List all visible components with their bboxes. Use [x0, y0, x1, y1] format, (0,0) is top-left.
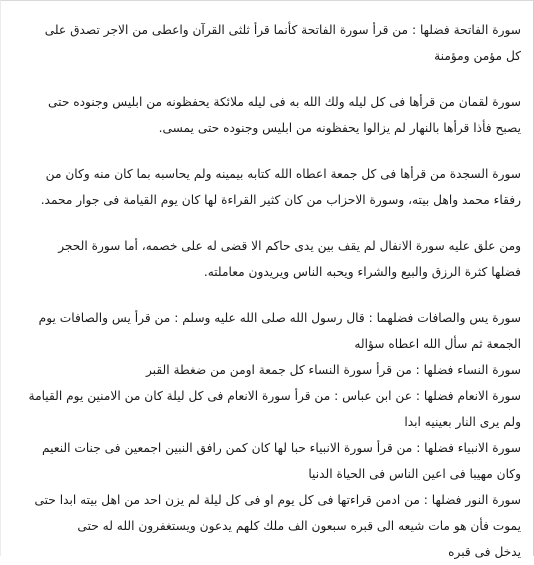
text-line: وكان مهيبا فى اعين الناس فى الحياة الدنيا [308, 467, 521, 481]
text-line: كل مؤمن ومؤمنة [434, 49, 521, 63]
paragraph-luqman [13, 89, 521, 141]
text-line: سورة السجدة من قرأها فى كل جمعة اعطاه الله كتابه بيمينه ولم يحاسبه بما كان منه وكان من [45, 167, 521, 181]
text-line: سورة النساء فضلها : من قرأ سورة النساء كل جمعة اومن من ضغطة القبر [145, 363, 521, 377]
text-line: رفقاء محمد واهل بيته، وسورة الاحزاب من كان كثير القراءة لها كان يوم القيامة فى جوار محمد. [40, 193, 521, 207]
paragraph-surahs-list [13, 305, 521, 565]
paragraph-spacer [13, 141, 521, 161]
text-line: سورة يس والصافات فضلهما : قال رسول الله صلى الله عليه وسلم : من قرأ يس والصافات يوم [38, 311, 521, 325]
paragraph-spacer [13, 69, 521, 89]
text-line: يدخل فى قبره [448, 545, 521, 559]
text-line: فضلها كثرة الرزق والبيع والشراء ويحبه الناس ويريدون معاملته. [203, 265, 521, 279]
text-line: سورة النور فضلها : من ادمن قراءتها فى كل يوم او فى كل ليلة لم يزن احد من اهل بيته ابدا حتى [34, 493, 521, 507]
paragraph-spacer [13, 213, 521, 233]
text-line: ومن علق عليه سورة الانفال لم يقف بين يدى حاكم الا قضى له على خصمه، أما سورة الحجر [58, 239, 521, 253]
paragraph-sajda-ahzab [13, 161, 521, 213]
text-line: سورة الانبياء فضلها : من قرأ سورة الانبياء حبا لها كان كمن رافق النبين اجمعين فى جنات النعيم [42, 441, 521, 455]
text-line: يصبح فأذا قرأها بالنهار لم يزالوا يحفظونه من ابليس وجنوده حتى يمسى. [158, 121, 521, 135]
paragraph-spacer [13, 285, 521, 305]
paragraph-fatiha [13, 17, 521, 69]
text-line: سورة الانعام فضلها : عن ابن عباس : من قرأ سورة الانعام فى كل ليلة كان من الامنين يوم القيامة [28, 389, 521, 403]
text-line: سورة الفاتحة فضلها : من قرأ سورة الفاتحة كأنما قرأ ثلثى القرآن واعطى من الاجر تصدق على [44, 23, 521, 37]
paragraph-anfal-hijr [13, 233, 521, 285]
document-body [13, 17, 521, 565]
text-line: يموت فأن هو مات شيعه الى قبره سبعون الف ملك كلهم يدعون ويستغفرون الله له حتى [77, 519, 521, 533]
text-line: ولم يرى النار بعينيه ابدا [404, 415, 521, 429]
text-line: الجمعة ثم سأل الله اعطاه سؤاله [354, 337, 521, 351]
text-line: سورة لقمان من قرأها فى كل ليله ولك الله به فى ليله ملائكة يحفظونه من ابليس وجنوده حتى [47, 95, 521, 109]
